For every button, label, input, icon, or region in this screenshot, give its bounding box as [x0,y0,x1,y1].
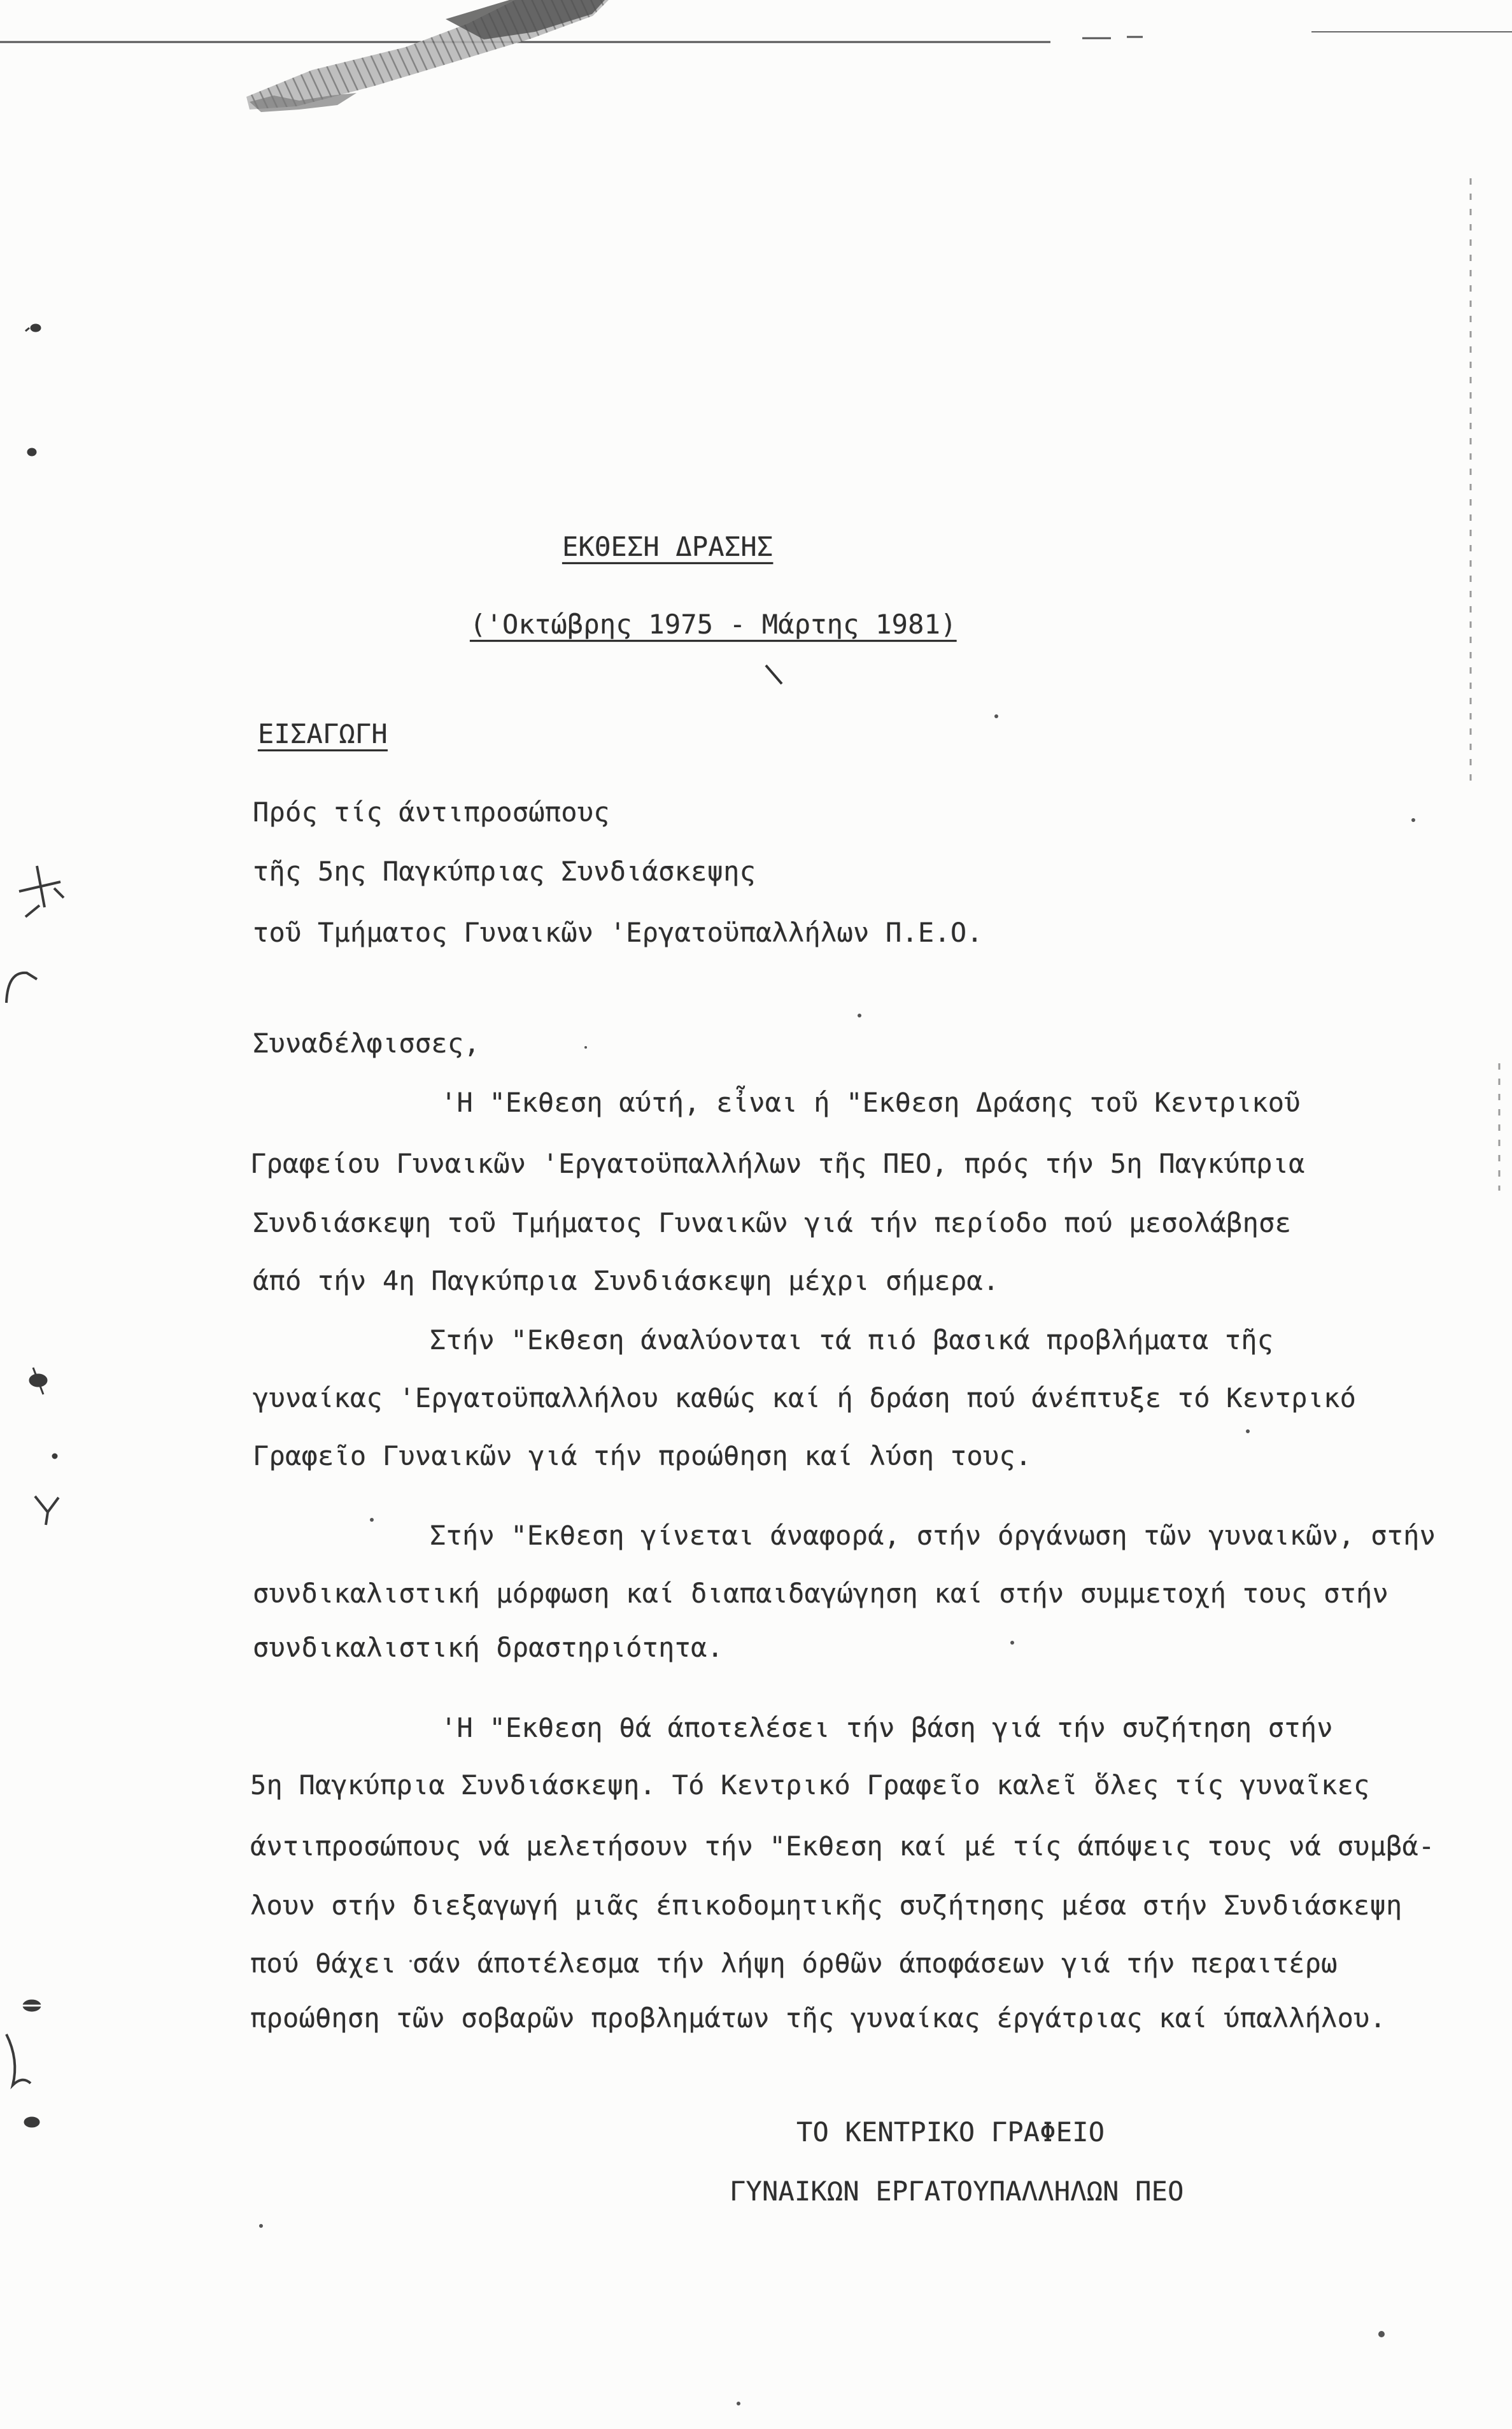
paragraph-4-line: 'Η "Εκθεση θά άποτελέσει τήν βάση γιά τήν συζήτηση στήν [441,1712,1333,1743]
paragraph-2-line: Γραφεῖο Γυναικῶν γιά τήν προώθηση καί λύση τους. [253,1440,1032,1471]
margin-mark [27,448,36,456]
signature-line: ΤΟ ΚΕΝΤΡΙΚΟ ΓΡΑΦΕΙΟ [796,2116,1105,2148]
margin-mark [25,328,29,331]
paragraph-1-line: Γραφείου Γυναικῶν 'Εργατοϋπαλλήλων τῆς ΠΕΟ, πρός τήν 5η Παγκύπρια [250,1148,1305,1179]
paragraph-4-line: προώθηση τῶν σοβαρῶν προβλημάτων τῆς γυναίκας έργάτριας καί ύπαλλήλου. [250,2002,1387,2034]
margin-mark [24,2117,39,2127]
scan-speck [1246,1429,1250,1433]
paragraph-3-line: συνδικαλιστική δραστηριότητα. [253,1632,724,1663]
scan-specks [259,714,1415,2405]
salutation: Συναδέλφισσες, [253,1028,480,1059]
paragraph-4-line: 5η Παγκύπρια Συνδιάσκεψη. Τό Κεντρικό Γραφεῖο καλεῖ ὅλες τίς γυναῖκες [250,1769,1370,1801]
paragraph-4-line: πού θάχει σάν άποτέλεσμα τήν λήψη όρθῶν άποφάσεων γιά τήν περαιτέρω [250,1948,1338,1979]
report-period: ('Οκτώβρης 1975 - Μάρτης 1981) [470,609,957,640]
margin-mark [35,1496,59,1525]
backslash-mark [766,665,782,684]
scan-speck [1010,1641,1014,1645]
paragraph-1-line: άπό τήν 4η Παγκύπρια Συνδιάσκεψη μέχρι σήμερα. [253,1265,1000,1296]
paragraph-2-line: γυναίκας 'Εργατοϋπαλλήλου καθώς καί ή δράση πού άνέπτυξε τό Κεντρικό [253,1382,1357,1413]
paragraph-3-line: Στήν "Εκθεση γίνεται άναφορά, στήν όργάνωση τῶν γυναικῶν, στήν [430,1520,1436,1551]
paragraph-3-line: συνδικαλιστική μόρφωση καί διαπαιδαγώγηση καί στήν συμμετοχή τους στήν [253,1578,1389,1609]
paragraph-2-line: Στήν "Εκθεση άναλύονται τά πιό βασικά προβλήματα τῆς [430,1324,1274,1356]
margin-mark [52,1454,57,1459]
paragraph-1-line: Συνδιάσκεψη τοῦ Τμήματος Γυναικῶν γιά τήν περίοδο πού μεσολάβησε [253,1207,1292,1238]
scan-speck [584,1046,587,1049]
addressee-line: τῆς 5ης Παγκύπριας Συνδιάσκεψης [253,856,756,887]
scan-speck [259,2224,263,2228]
scan-speck [858,1014,861,1017]
scan-speck [737,2402,740,2405]
margin-mark [6,2034,31,2085]
addressee-line: Πρός τίς άντιπροσώπους [253,797,610,828]
signature-line: ΓΥΝΑΙΚΩΝ ΕΡΓΑΤΟΥΠΑΛΛΗΛΩΝ ΠΕΟ [730,2176,1184,2207]
margin-mark [6,973,37,1003]
scan-speck [1378,2331,1385,2337]
paragraph-4-line: λουν στήν διεξαγωγή μιᾶς έπικοδομητικῆς συζήτησης μέσα στήν Συνδιάσκεψη [250,1890,1402,1921]
scan-smudge [246,0,609,112]
section-heading: ΕΙΣΑΓΩΓΗ [258,718,388,749]
margin-mark [31,324,41,332]
scan-speck [1411,818,1415,822]
addressee-line: τοῦ Τμήματος Γυναικῶν 'Εργατοϋπαλλήλων Π.Ε.Ο. [253,917,983,948]
report-title: ΕΚΘΕΣΗ ΔΡΑΣΗΣ [562,531,774,562]
margin-marks [6,324,64,2127]
margin-mark [19,866,64,917]
paragraph-4-line: άντιπροσώπους νά μελετήσουν τήν "Εκθεση καί μέ τίς άπόψεις τους νά συμβά- [250,1831,1435,1862]
scan-speck [994,714,998,718]
scan-speck [370,1518,374,1522]
paragraph-1-line: 'Η "Εκθεση αύτή, εἶναι ή "Εκθεση Δράσης τοῦ Κεντρικοῦ [441,1087,1301,1118]
